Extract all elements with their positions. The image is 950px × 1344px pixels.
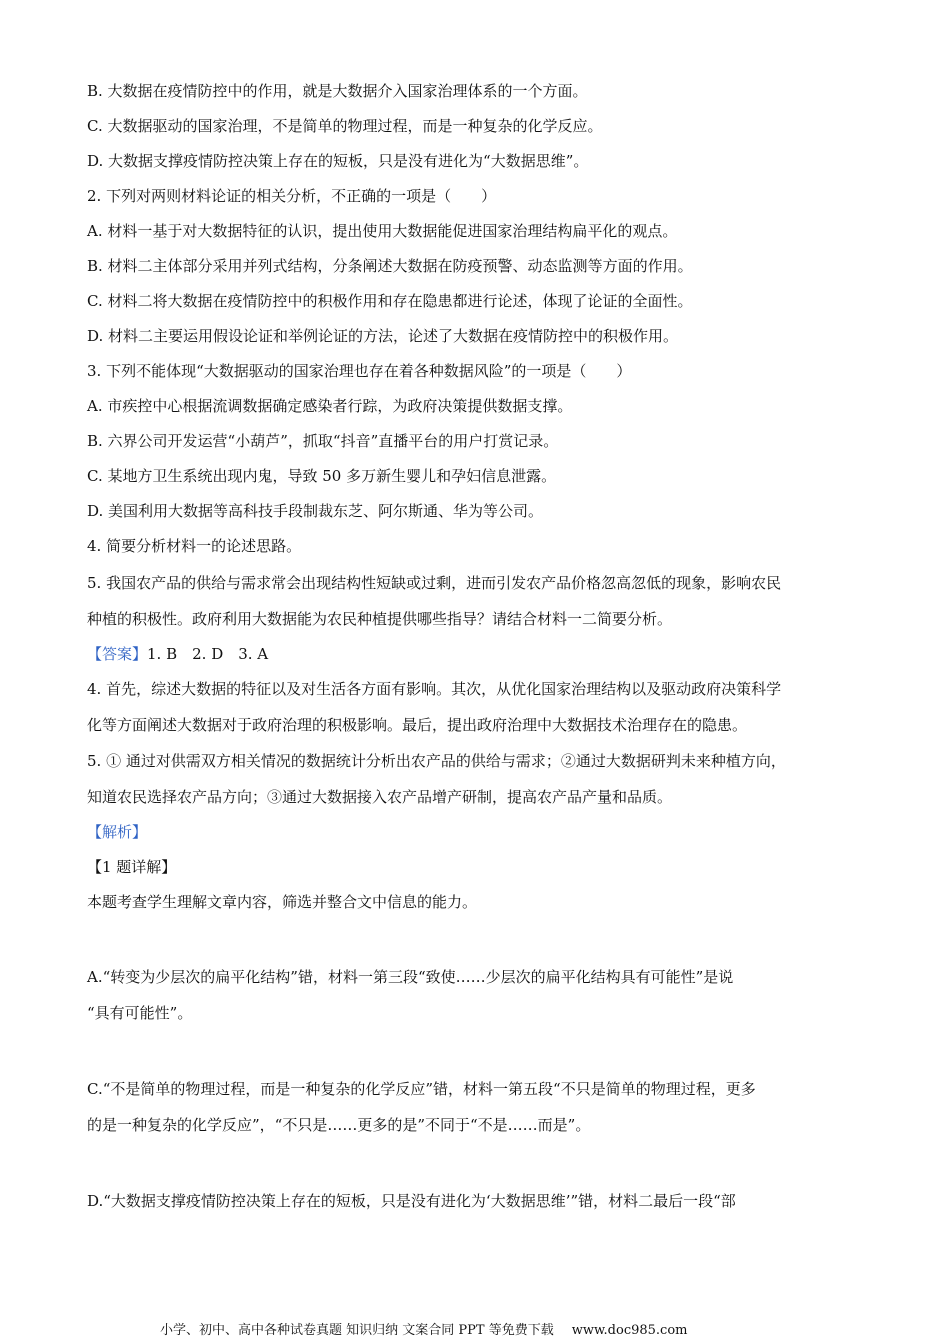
option-c-q1: C. 大数据驱动的国家治理，不是简单的物理过程，而是一种复杂的化学反应。: [87, 117, 603, 135]
answer-5-line-1: 5. ① 通过对供需双方相关情况的数据统计分析出农产品的供给与需求；②通过大数据研判未来种植方向，: [87, 752, 786, 770]
analysis-tag: 【解析】: [87, 823, 148, 841]
question-3: 3. 下列不能体现“大数据驱动的国家治理也存在着各种数据风险”的一项是（ ）: [87, 362, 632, 380]
answer-tag: 【答案】: [87, 645, 148, 663]
question-4: 4. 简要分析材料一的论述思路。: [87, 537, 302, 555]
question-2: 2. 下列对两则材料论证的相关分析，不正确的一项是（ ）: [87, 187, 497, 205]
option-b-q2: B. 材料二主体部分采用并列式结构，分条阐述大数据在防疫预警、动态监测等方面的作用。: [87, 257, 693, 275]
footer-url: www.doc985.com: [571, 1323, 688, 1338]
answer-4-line-2: 化等方面阐述大数据对于政府治理的积极影响。最后，提出政府治理中大数据技术治理存在的隐患。: [87, 716, 748, 734]
option-c-q2: C. 材料二将大数据在疫情防控中的积极作用和存在隐患都进行论述，体现了论证的全面性。: [87, 292, 693, 310]
question-5-line-1: 5. 我国农产品的供给与需求常会出现结构性短缺或过剩，进而引发农产品价格忽高忽低的现象，影响农民: [87, 574, 782, 592]
answer-5-line-2: 知道农民选择农产品方向；③通过大数据接入农产品增产研制，提高农产品产量和品质。: [87, 788, 673, 806]
explanation-a-line-1: A.“转变为少层次的扁平化结构”错，材料一第三段“致使……少层次的扁平化结构具有可能性”是说: [87, 968, 734, 986]
option-b-q3: B. 六界公司开发运营“小葫芦”，抓取“抖音”直播平台的用户打赏记录。: [87, 432, 559, 450]
explanation-d-line-1: D.“大数据支撑疫情防控决策上存在的短板，只是没有进化为‘大数据思维’”错，材料二最后一段“部: [87, 1192, 736, 1210]
option-d-q2: D. 材料二主要运用假设论证和举例论证的方法，论述了大数据在疫情防控中的积极作用。: [87, 327, 679, 345]
explanation-c-line-2: 的是一种复杂的化学反应”，“不只是……更多的是”不同于“不是……而是”。: [87, 1116, 591, 1134]
option-a-q3: A. 市疾控中心根据流调数据确定感染者行踪，为政府决策提供数据支撑。: [87, 397, 573, 415]
answer-values: 1. B 2. D 3. A: [147, 645, 269, 663]
explanation-c-line-1: C.“不是简单的物理过程，而是一种复杂的化学反应”错，材料一第五段“不只是简单的物理过程，更多: [87, 1080, 756, 1098]
option-d-q1: D. 大数据支撑疫情防控决策上存在的短板，只是没有进化为“大数据思维”。: [87, 152, 589, 170]
option-d-q3: D. 美国利用大数据等高科技手段制裁东芝、阿尔斯通、华为等公司。: [87, 502, 544, 520]
footer-text: 小学、初中、高中各种试卷真题 知识归纳 文案合同 PPT 等免费下载: [160, 1323, 554, 1338]
question-5-line-2: 种植的积极性。政府利用大数据能为农民种植提供哪些指导？请结合材料一二简要分析。: [87, 610, 673, 628]
page-footer: [160, 1322, 800, 1340]
explanation-a-line-2: “具有可能性”。: [87, 1004, 193, 1022]
option-a-q2: A. 材料一基于对大数据特征的认识，提出使用大数据能促进国家治理结构扁平化的观点。: [87, 222, 678, 240]
analysis-intro: 本题考查学生理解文章内容，筛选并整合文中信息的能力。: [87, 893, 478, 911]
answer-line: [87, 644, 877, 664]
answer-4-line-1: 4. 首先，综述大数据的特征以及对生活各方面有影响。其次，从优化国家治理结构以及驱动政府决策科学: [87, 680, 782, 698]
option-c-q3: C. 某地方卫生系统出现内鬼，导致 50 多万新生婴儿和孕妇信息泄露。: [87, 467, 557, 485]
q1-detail-heading: 【1 题详解】: [87, 858, 177, 876]
option-b-q1: B. 大数据在疫情防控中的作用，就是大数据介入国家治理体系的一个方面。: [87, 82, 588, 100]
